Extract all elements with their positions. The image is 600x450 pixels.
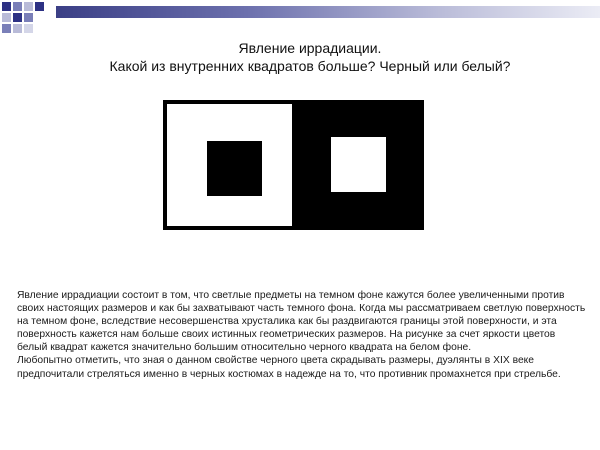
explanation-text <box>17 289 587 381</box>
pixel-square <box>13 24 22 33</box>
pixel-square <box>24 13 33 22</box>
pixel-square <box>2 13 11 22</box>
header-gradient-bar <box>56 6 600 18</box>
pixel-square <box>2 2 11 11</box>
pixel-square <box>13 13 22 22</box>
slide-title <box>0 39 600 75</box>
decorative-pixel-squares <box>0 0 60 38</box>
white-background-panel <box>167 104 292 226</box>
pixel-square <box>24 24 33 33</box>
pixel-square <box>13 2 22 11</box>
black-inner-square <box>207 141 262 196</box>
explanation-paragraph-1: Явление иррадиации состоит в том, что светлые предметы на темном фоне кажутся более увеличенными против своих настоящих размеров и как бы захватывают часть темного фона. Когда мы рассматриваем светлую поверхность на темном фоне, вследствие несовершенства хрусталика как бы раздвигаются границы этой поверхности, и эта поверхность кажется нам больше своих истинных геометрических размеров. На рисунке за счет яркости цветов белый квадрат кажется значительно большим относительно черного квадрата на белом фоне. <box>17 290 586 354</box>
white-inner-square <box>331 137 386 192</box>
title-line-2: Какой из внутренних квадратов больше? Черный или белый? <box>109 58 511 74</box>
explanation-paragraph-2: Любопытно отметить, что зная о данном свойстве черного цвета скрадывать размеры, дуэлянты в XIX веке предпочитали стреляться именно в черных костюмах в надежде на то, что противник промахнется при стрельбе. <box>17 355 561 380</box>
irradiation-illusion-figure <box>163 100 424 230</box>
title-line-1: Явление иррадиации. <box>238 40 382 56</box>
pixel-square <box>24 2 33 11</box>
pixel-square <box>35 2 44 11</box>
pixel-square <box>2 24 11 33</box>
